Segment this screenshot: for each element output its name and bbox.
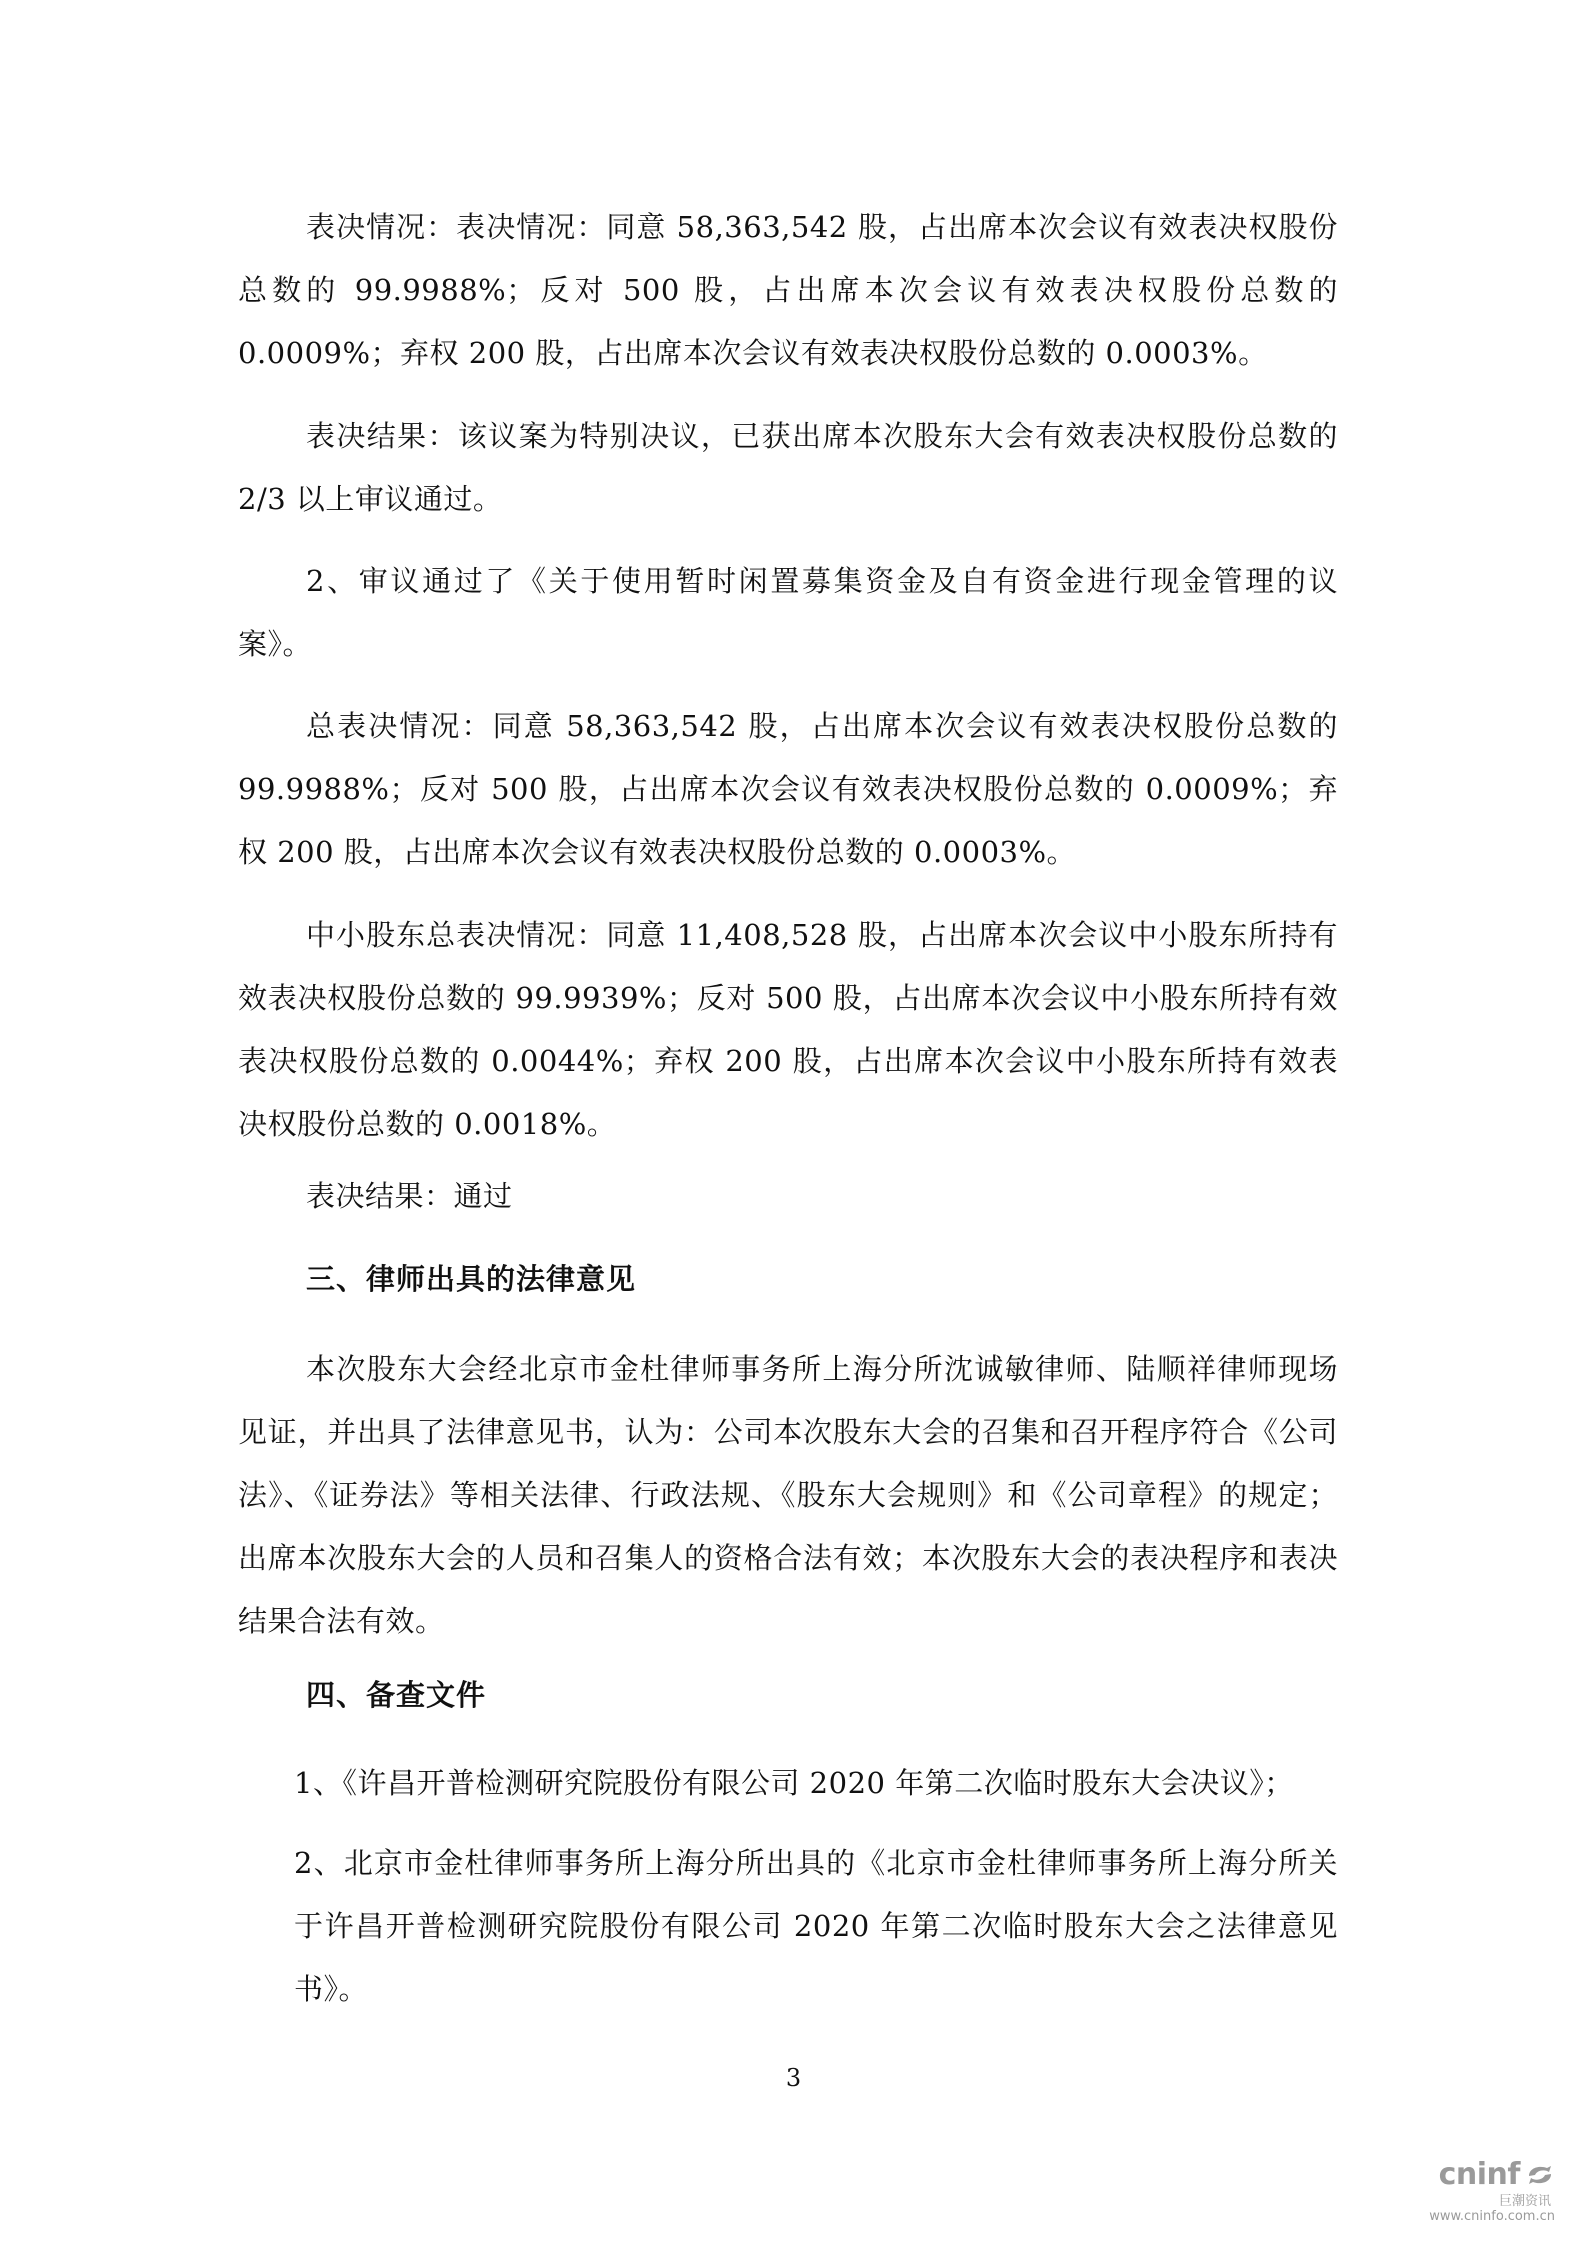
- reference-doc-item-2: 2、北京市金杜律师事务所上海分所出具的《北京市金杜律师事务所上海分所关于许昌开普检测研究院股份有限公司 2020 年第二次临时股东大会之法律意见书》。: [294, 1846, 1338, 2006]
- paragraph-legal-opinion: 本次股东大会经北京市金杜律师事务所上海分所沈诚敏律师、陆顺祥律师现场见证，并出具了法律意见书，认为：公司本次股东大会的召集和召开程序符合《公司法》、《证券法》等相关法律、行政法规、《股东大会规则》和《公司章程》的规定；出席本次股东大会的人员和召集人的资格合法有效；本次股东大会的表决程序和表决结果合法有效。: [238, 1352, 1338, 1638]
- paragraph-vote-status-1: 表决情况：表决情况：同意 58,363,542 股，占出席本次会议有效表决权股份总数的 99.9988%；反对 500 股，占出席本次会议有效表决权股份总数的 0.0009%；弃权 200 股，占出席本次会议有效表决权股份总数的 0.0003%。: [238, 210, 1338, 370]
- cninfo-swirl-icon: [1525, 2162, 1555, 2188]
- section-heading-legal-opinion: 三、律师出具的法律意见: [306, 1262, 637, 1296]
- paragraph-resolution-2: 2、审议通过了《关于使用暂时闲置募集资金及自有资金进行现金管理的议案》。: [238, 564, 1338, 661]
- paragraph-total-vote-status: 总表决情况：同意 58,363,542 股，占出席本次会议有效表决权股份总数的 99.9988%；反对 500 股，占出席本次会议有效表决权股份总数的 0.0009%；弃权 200 股，占出席本次会议有效表决权股份总数的 0.0003%。: [238, 709, 1338, 869]
- logo-text: cninf: [1438, 2157, 1520, 2192]
- section-heading-reference-docs: 四、备查文件: [306, 1678, 487, 1712]
- paragraph-minority-vote-status: 中小股东总表决情况：同意 11,408,528 股，占出席本次会议中小股东所持有效表决权股份总数的 99.9939%；反对 500 股，占出席本次会议中小股东所持有效表决权股份总数的 0.0044%；弃权 200 股，占出席本次会议中小股东所持有效表决权股份总数的 0.0018%。: [238, 918, 1338, 1141]
- paragraph-vote-result-2: 表决结果：通过: [306, 1179, 513, 1213]
- logo-url: www.cninfo.com.cn: [1429, 2209, 1555, 2224]
- cninfo-logo: [1405, 2157, 1555, 2227]
- reference-doc-item-1: 1、《许昌开普检测研究院股份有限公司 2020 年第二次临时股东大会决议》；: [294, 1766, 1294, 1800]
- paragraph-vote-result-1: 表决结果：该议案为特别决议，已获出席本次股东大会有效表决权股份总数的 2/3 以上审议通过。: [238, 419, 1338, 516]
- page-number: 3: [785, 2064, 802, 2092]
- logo-subtitle: 巨潮资讯: [1498, 2194, 1551, 2209]
